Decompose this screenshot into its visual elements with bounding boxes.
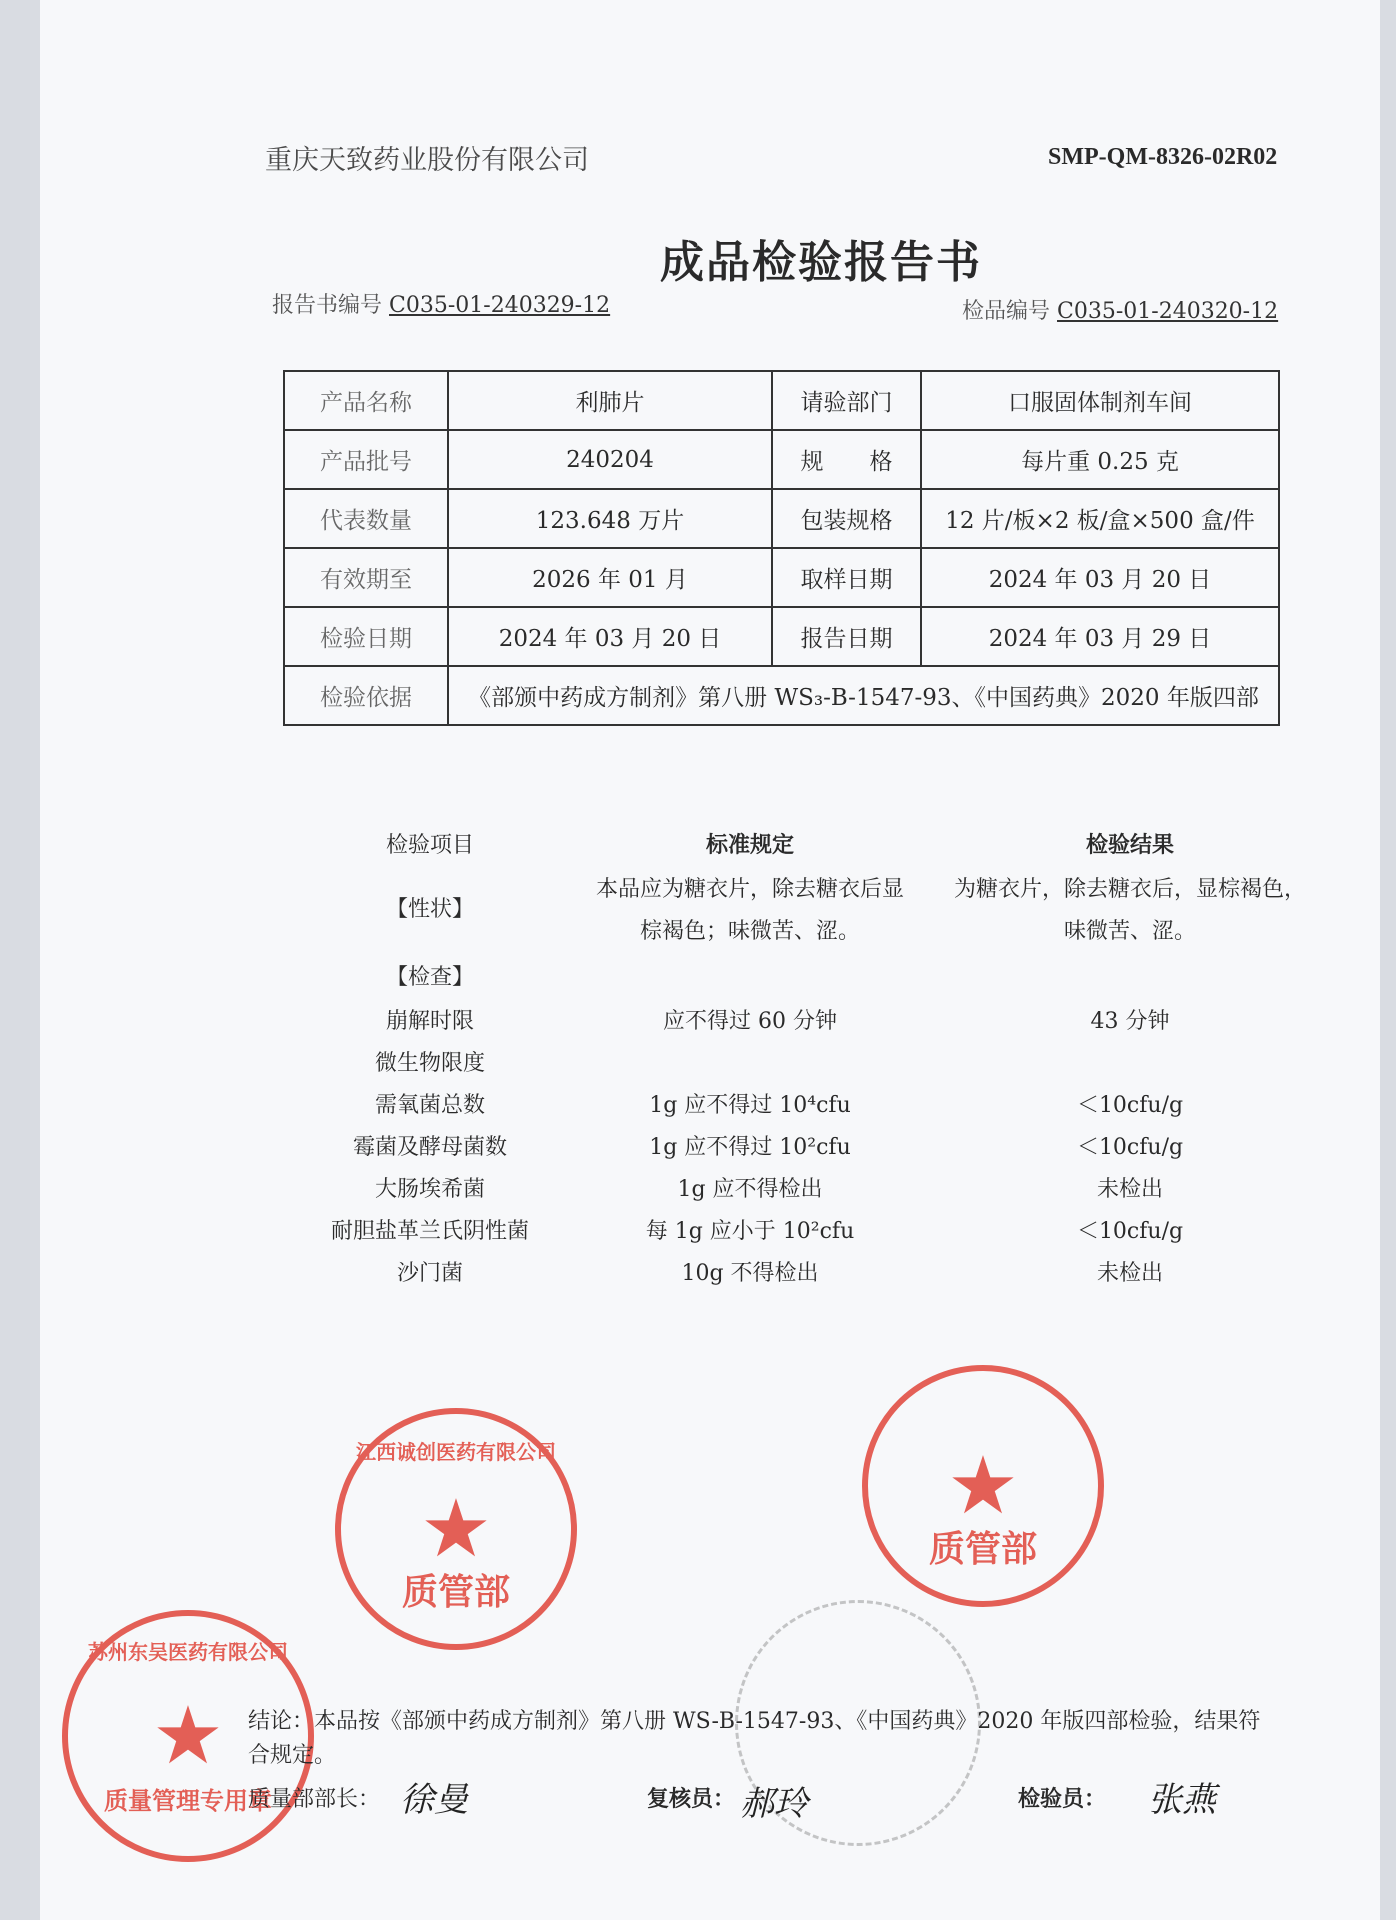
test-basis: 《部颁中药成方制剂》第八册 WS₃-B-1547-93、《中国药典》2020 年版四部 [448,666,1279,725]
department: 口服固体制剂车间 [921,371,1279,430]
expiry-date: 2026 年 01 月 [448,548,772,607]
stamp-quality-dept: ★ 质管部 [862,1365,1104,1607]
table-row: 产品名称 利肺片 请验部门 口服固体制剂车间 [284,371,1279,430]
stamp-jiangxi-quality: 江西诚创医药有限公司 ★ 质管部 [335,1408,577,1650]
company-name: 重庆天致药业股份有限公司 [265,145,589,176]
table-row: 崩解时限 应不得过 60 分钟 43 分钟 [385,1009,1170,1034]
check-label-row [300,960,560,991]
report-number: 报告书编号 C035-01-240329-12 [272,293,611,318]
table-row: 沙门菌 10g 不得检出 未检出 [396,1261,1163,1286]
check-number-value: C035-01-240320-12 [1057,299,1279,324]
minister-signature: 徐曼 [400,1780,468,1820]
table-row: 霉菌及酵母菌数 1g 应不得过 10²cfu ＜10cfu/g [352,1135,1184,1160]
specification: 每片重 0.25 克 [921,430,1279,489]
table-row: 耐胆盐革兰氏阴性菌 每 1g 应小于 10²cfu ＜10cfu/g [330,1219,1184,1244]
conclusion-line-2: 合规定。 [248,1743,337,1768]
table-row: 产品批号 240204 规 格 每片重 0.25 克 [284,430,1279,489]
stamp-suzhou-dongwu: 苏州东吴医药有限公司 ★ 质量管理专用章 [62,1610,314,1862]
star-icon: ★ [152,1689,224,1782]
batch-number: 240204 [448,430,772,489]
report-title: 成品检验报告书 [660,237,982,288]
product-name: 利肺片 [448,371,772,430]
character-row-1: 本品应为糖衣片，除去糖衣后显 为糖衣片，除去糖衣后，显棕褐色， [595,877,1306,902]
table-row: 微生物限度 [374,1051,485,1076]
table-row: 需氧菌总数 1g 应不得过 10⁴cfu ＜10cfu/g [374,1093,1184,1118]
character-row-2: 棕褐色；味微苦、涩。 味微苦、涩。 [639,919,1196,944]
report-date: 2024 年 03 月 29 日 [921,607,1279,666]
inspector-signature: 张燕 [1148,1780,1216,1820]
sample-date: 2024 年 03 月 20 日 [921,548,1279,607]
star-icon: ★ [420,1482,492,1575]
character-label: 【性状】 [385,897,474,922]
conclusion-line-1: 结论：本品按《部颁中药成方制剂》第八册 WS-B-1547-93、《中国药典》2020 年版四部检验，结果符 [248,1709,1261,1734]
document-code: SMP-QM-8326-02R02 [1048,144,1278,170]
report-number-value: C035-01-240329-12 [389,293,611,318]
quantity: 123.648 万片 [448,489,772,548]
reviewer-signature: 郝玲 [740,1784,808,1824]
table-row: 大肠埃希菌 1g 应不得检出 未检出 [374,1177,1163,1202]
table-row: 检验日期 2024 年 03 月 20 日 报告日期 2024 年 03 月 29 日 [284,607,1279,666]
reviewer-label: 复核员： [647,1786,736,1812]
star-icon: ★ [947,1439,1019,1532]
table-row: 代表数量 123.648 万片 包装规格 12 片/板×2 板/盒×500 盒/件 [284,489,1279,548]
check-number: 检品编号 C035-01-240320-12 [962,299,1279,324]
table-row: 检验依据 《部颁中药成方制剂》第八册 WS₃-B-1547-93、《中国药典》2020 年版四部 [284,666,1279,725]
minister-label: 质量部部长： [248,1787,381,1812]
tests-header: 检验项目 标准规定 检验结果 [385,832,1174,858]
check-label: 【检查】 [385,965,474,990]
inspector-label: 检验员： [1018,1786,1107,1812]
test-date: 2024 年 03 月 20 日 [448,607,772,666]
product-info-table [283,370,1280,726]
table-row: 有效期至 2026 年 01 月 取样日期 2024 年 03 月 20 日 [284,548,1279,607]
package-spec: 12 片/板×2 板/盒×500 盒/件 [921,489,1279,548]
